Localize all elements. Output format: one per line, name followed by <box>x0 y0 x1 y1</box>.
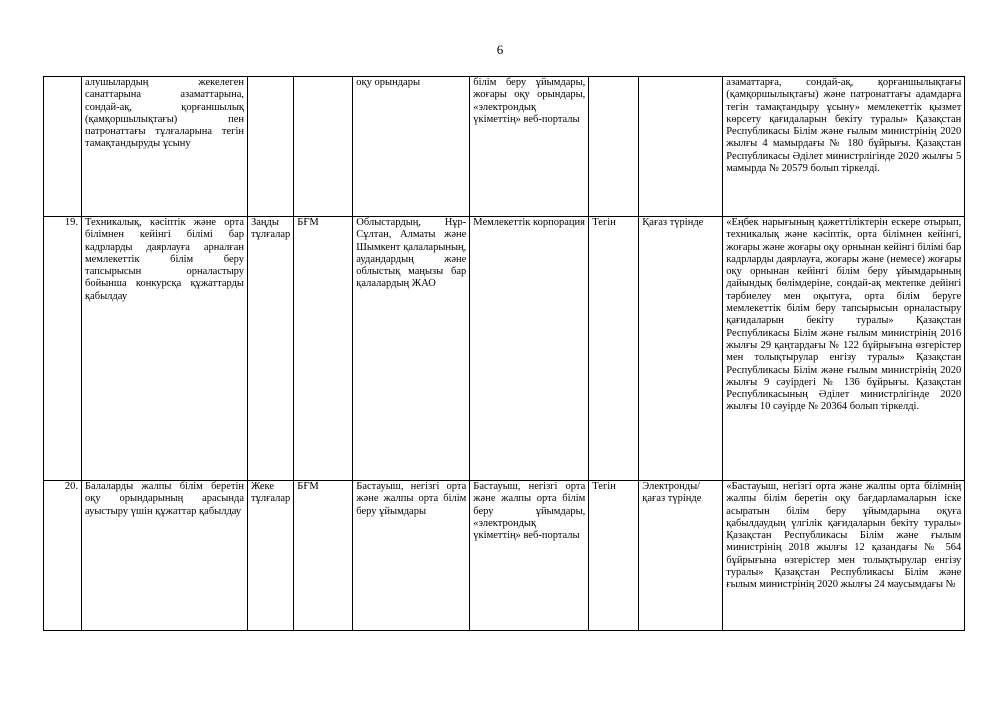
row-number: 20. <box>44 481 82 631</box>
services-table <box>43 76 965 631</box>
recipient-cell: Заңды тұлғалар <box>248 217 294 481</box>
service-name-cell: Техникалық, кәсіптік және орта білімнен кейінгі білімі бар кадрларды даярлауға арналған мемлекеттік білім беру тапсырысын орналастыру бойынша конкурсқа құжаттарды қабылдау <box>82 217 248 481</box>
provider-cell: Облыстардың, Нұр-Сұлтан, Алматы және Шымкент қалаларының, аудандардың және облыстық маңызы бар қалалардың ЖАО <box>353 217 470 481</box>
channel-cell: Мемлекеттік корпорация <box>470 217 589 481</box>
form-cell <box>639 77 723 217</box>
regulation-cell: «Бастауыш, негізгі орта және жалпы орта білімнің жалпы білім беретін оқу бағдарламаларын іске асыратын білім беру ұйымдарына оқуға қабылдаудың үлгілік қағидаларын бекіту туралы» Қазақстан Республикасы Білім және ғылым министрінің 2018 жылғы 12 қазандағы № 564 бұйрығына өзгерістер мен толықтырулар енгізу туралы» Қазақстан Республикасы Білім және ғылым министрінің 2020 жылғы 24 маусымдағы № <box>723 481 965 631</box>
cost-cell: Тегін <box>589 481 639 631</box>
regulation-cell: «Еңбек нарығының қажеттіліктерін ескере отырып, техникалық және кәсіптік, орта білімнен кейінгі, жоғары және жоғары оқу орнынан кейінгі білімі бар кадрларды даярлауға, жоғары және (немесе) жоғары оқу орнынан кейінгі білім беру ұйымдарының дайындық бөлімдеріне, сондай-ақ мектепке дейінгі тәрбиелеу мен оқытуға, орта білім беруге мемлекеттік білім беру тапсырысын орналастыру қағидаларын бекіту туралы» Қазақстан Республикасы Білім және ғылым министрінің 2016 жылғы 29 қаңтардағы № 122 бұйрығына өзгерістер мен толықтырулар енгізу туралы» Қазақстан Республикасы Білім және ғылым министрінің 2020 жылғы 9 сәуірдегі № 136 бұйрығы. Қазақстан Республикасының Әділет министрлігінде 2020 жылғы 10 сәуірде № 20364 болып тіркелді. <box>723 217 965 481</box>
provider-cell: оқу орындары <box>353 77 470 217</box>
channel-cell: Бастауыш, негізгі орта және жалпы орта білім беру ұйымдары, «электрондық үкіметтің» веб-порталы <box>470 481 589 631</box>
table-row <box>44 481 965 631</box>
regulation-cell: азаматтарға, сондай-ақ, қорғаншылықтағы (қамқоршылықтағы) және патронаттағы адамдарға тегін тамақтандыру ұсыну» мемлекеттік қызмет көрсету қағидаларын бекіту туралы» Қазақстан Республикасы Білім және ғылым министрінің 2020 жылғы 4 мамырдағы № 180 бұйрығы. Қазақстан Республикасы Әділет министрлігінде 2020 жылғы 5 мамырда № 20579 болып тіркелді. <box>723 77 965 217</box>
cost-cell: Тегін <box>589 217 639 481</box>
table-row <box>44 217 965 481</box>
row-number: 19. <box>44 217 82 481</box>
ministry-cell <box>294 77 353 217</box>
service-name-cell: Балаларды жалпы білім беретін оқу орындарының арасында ауыстыру үшін құжаттар қабылдау <box>82 481 248 631</box>
recipient-cell <box>248 77 294 217</box>
table-row <box>44 77 965 217</box>
form-cell: Қағаз түрінде <box>639 217 723 481</box>
recipient-cell: Жеке тұлғалар <box>248 481 294 631</box>
cost-cell <box>589 77 639 217</box>
ministry-cell: БҒМ <box>294 481 353 631</box>
service-name-cell: алушылардың жекелеген санаттарына азаматтарына, сондай-ақ, қорғаншылық (қамқоршылықтағы) пен патронаттағы тұлғаларына тегін тамақтандыруды ұсыну <box>82 77 248 217</box>
channel-cell: білім беру ұйымдары, жоғары оқу орындары, «электрондық үкіметтің» веб-порталы <box>470 77 589 217</box>
form-cell: Электронды/ қағаз түрінде <box>639 481 723 631</box>
page-number: 6 <box>496 42 504 57</box>
row-number <box>44 77 82 217</box>
ministry-cell: БҒМ <box>294 217 353 481</box>
provider-cell: Бастауыш, негізгі орта және жалпы орта білім беру ұйымдары <box>353 481 470 631</box>
